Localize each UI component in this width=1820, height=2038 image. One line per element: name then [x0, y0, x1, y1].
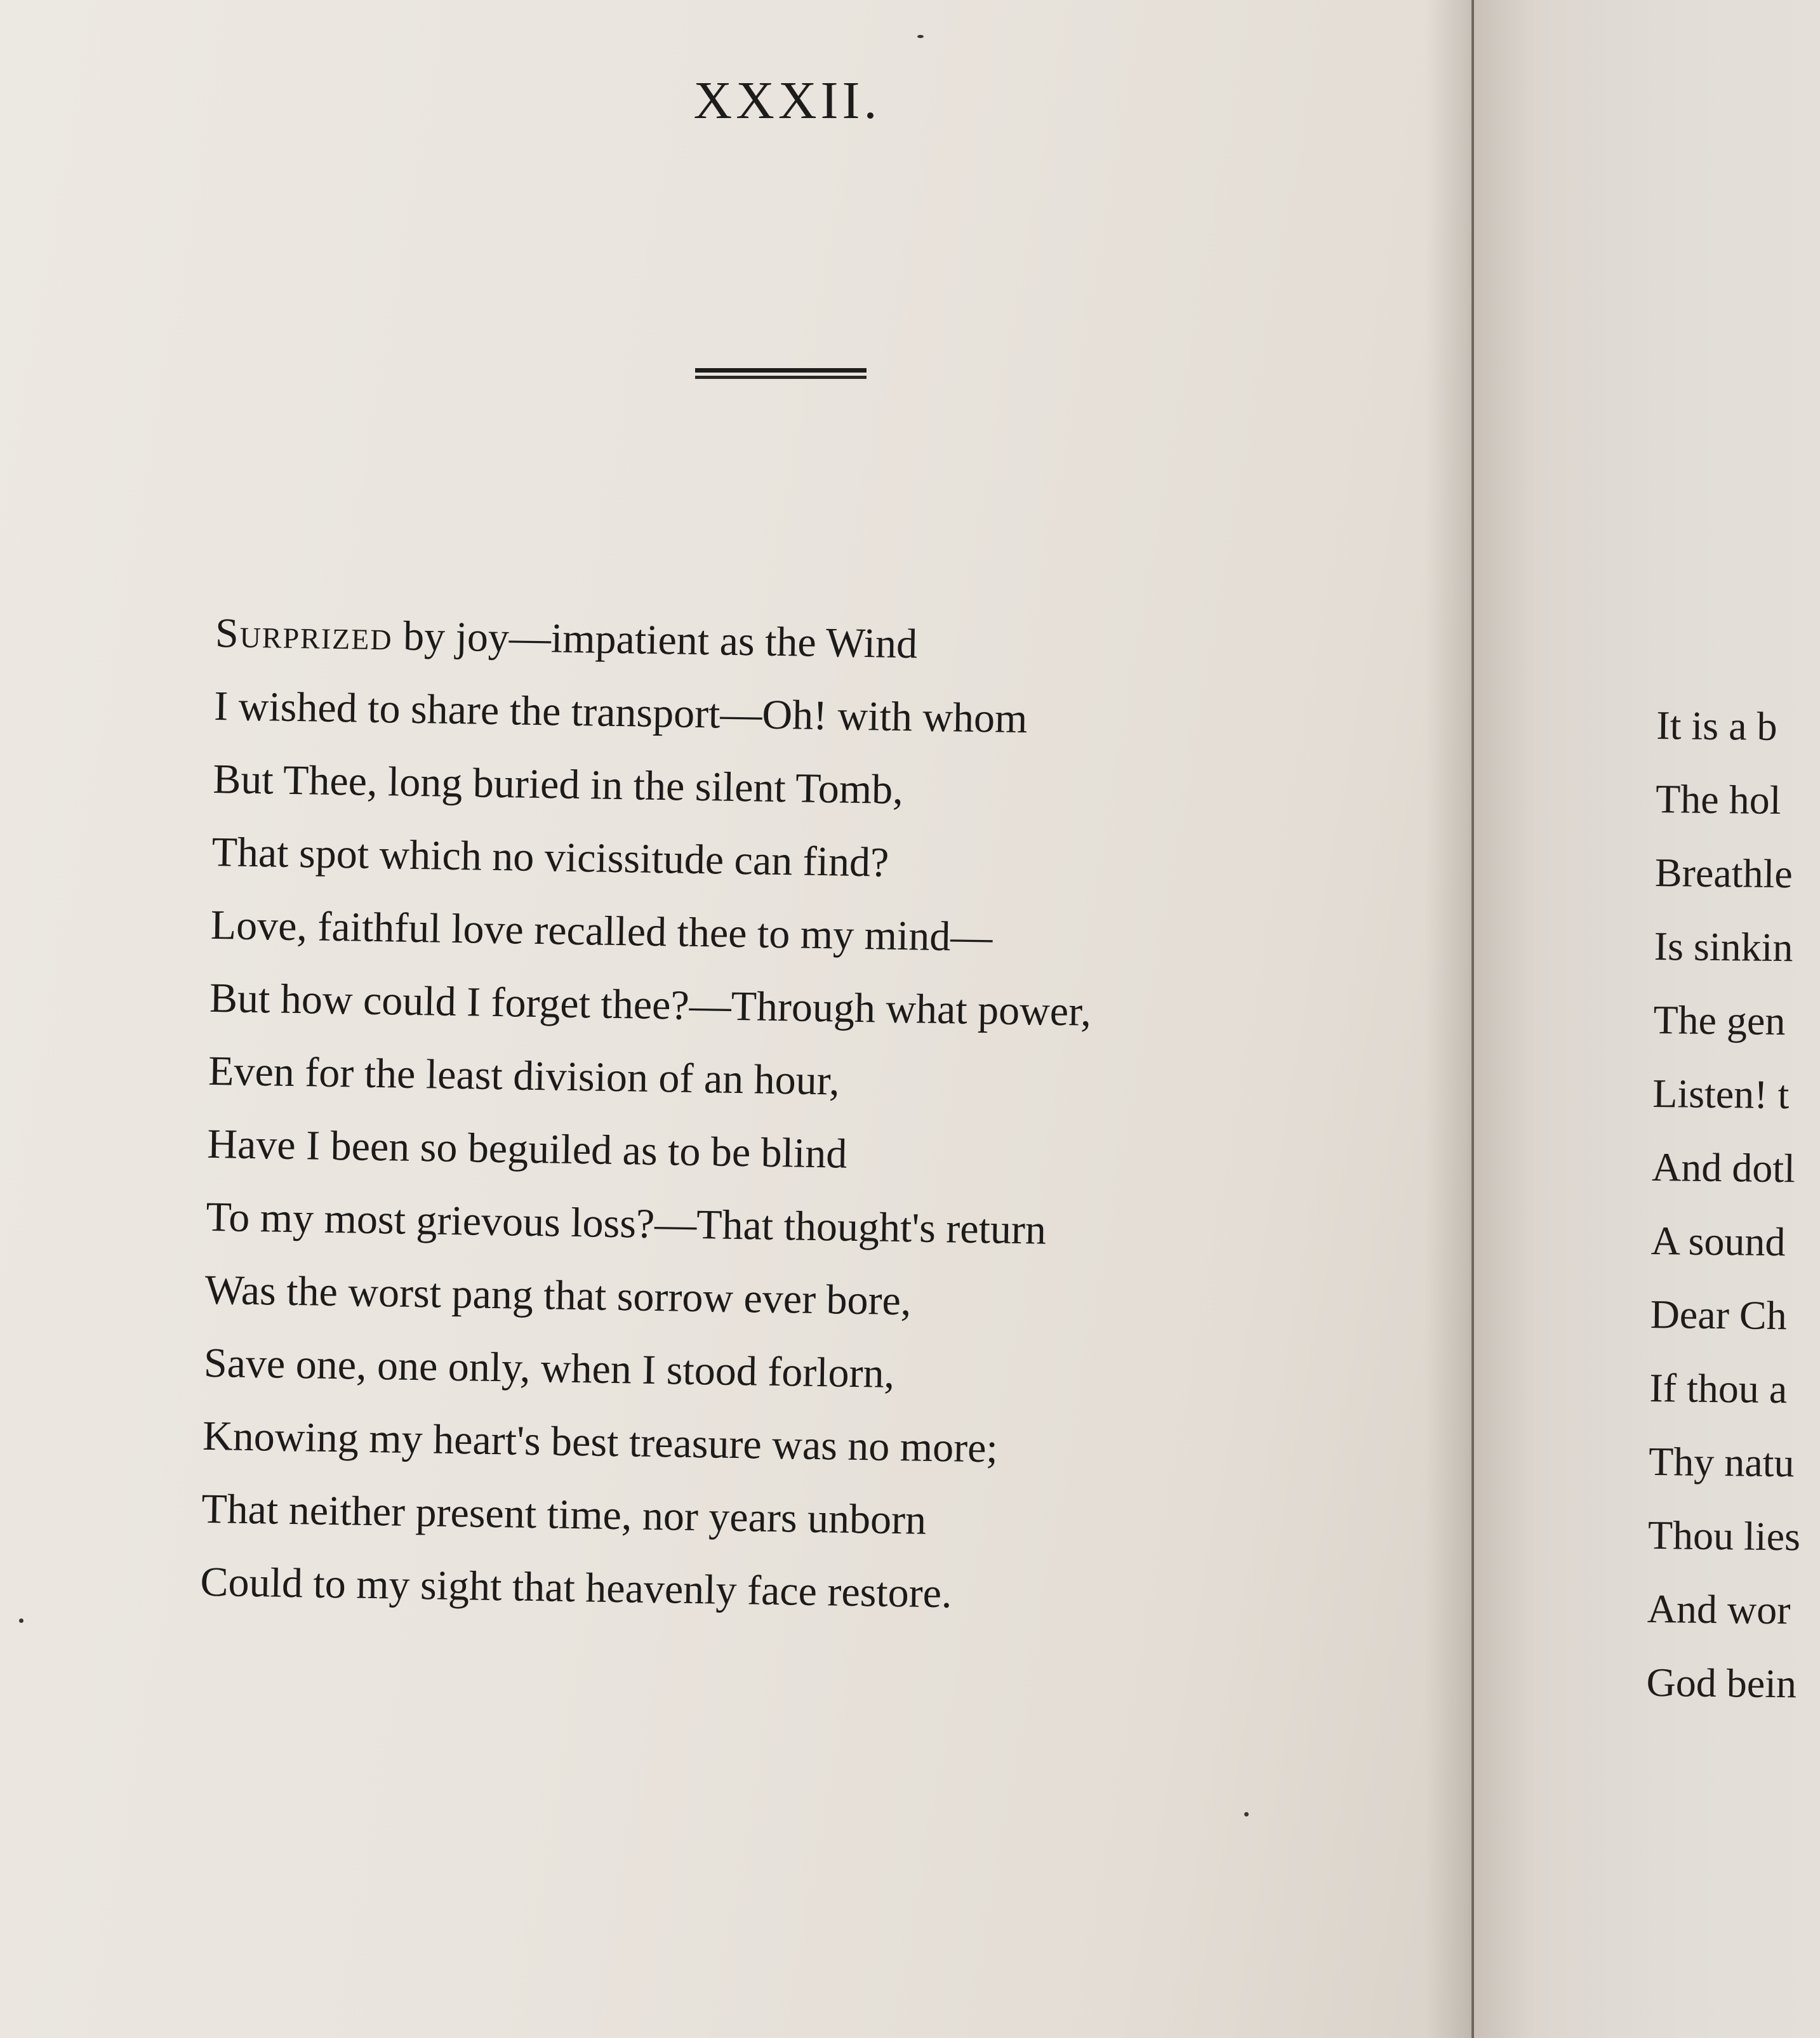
ornamental-rule — [695, 368, 867, 382]
poem-first-line-rest: by joy—impatient as the Wind — [392, 612, 918, 668]
poem-line: Could to my sight that heavenly face restore. — [200, 1558, 953, 1617]
facing-page-line: The gen — [1653, 996, 1786, 1044]
facing-page-line: The hol — [1655, 776, 1781, 823]
facing-page-line: And dotl — [1651, 1144, 1796, 1191]
facing-page-line: God bein — [1646, 1659, 1797, 1707]
facing-page-line: If thou a — [1649, 1365, 1788, 1412]
sonnet-number-heading: XXXII. — [693, 71, 881, 130]
facing-page-line: Dear Ch — [1650, 1291, 1788, 1339]
facing-page-line: Thy natu — [1648, 1438, 1795, 1486]
paper-speck — [917, 35, 924, 38]
facing-page-line: Breathle — [1654, 849, 1793, 897]
rule-bar-top — [695, 368, 867, 373]
facing-page-line: And wor — [1647, 1585, 1791, 1633]
poem-line: But Thee, long buried in the silent Tomb, — [212, 755, 904, 814]
poem-line: Knowing my heart's best treasure was no more; — [202, 1412, 999, 1472]
facing-page-line: It is a b — [1656, 702, 1777, 749]
poem-line: Save one, one only, when I stood forlorn, — [203, 1339, 895, 1397]
poem-line: I wished to share the transport—Oh! with whom — [213, 682, 1028, 743]
poem-line: To my most grievous loss?—That thought's return — [206, 1193, 1047, 1254]
poem-line: That neither present time, nor years unborn — [201, 1485, 927, 1544]
paper-speck — [1244, 1812, 1249, 1816]
paper-speck — [19, 1618, 23, 1623]
sonnet-text — [200, 597, 1295, 1636]
facing-page-text — [1646, 689, 1820, 1721]
poem-line: Love, faithful love recalled thee to my mind— — [210, 901, 993, 961]
poem-line: Even for the least division of an hour, — [208, 1047, 840, 1104]
facing-page-line: Thou lies — [1647, 1512, 1801, 1559]
page-edge — [1471, 0, 1474, 2038]
poem-line: But how could I forget thee?—Through what power, — [209, 974, 1092, 1035]
facing-page-line: Listen! t — [1652, 1070, 1790, 1118]
facing-page-line: A sound — [1651, 1217, 1786, 1265]
facing-page-line: Is sinkin — [1654, 923, 1793, 970]
poem-line: Was the worst pang that sorrow ever bore, — [204, 1266, 912, 1325]
poem-line: That spot which no vicissitude can find? — [211, 828, 889, 886]
poem-first-word: Surprized — [215, 609, 394, 659]
poem-line: Have I been so beguiled as to be blind — [206, 1120, 847, 1177]
rule-bar-bottom — [695, 376, 867, 379]
